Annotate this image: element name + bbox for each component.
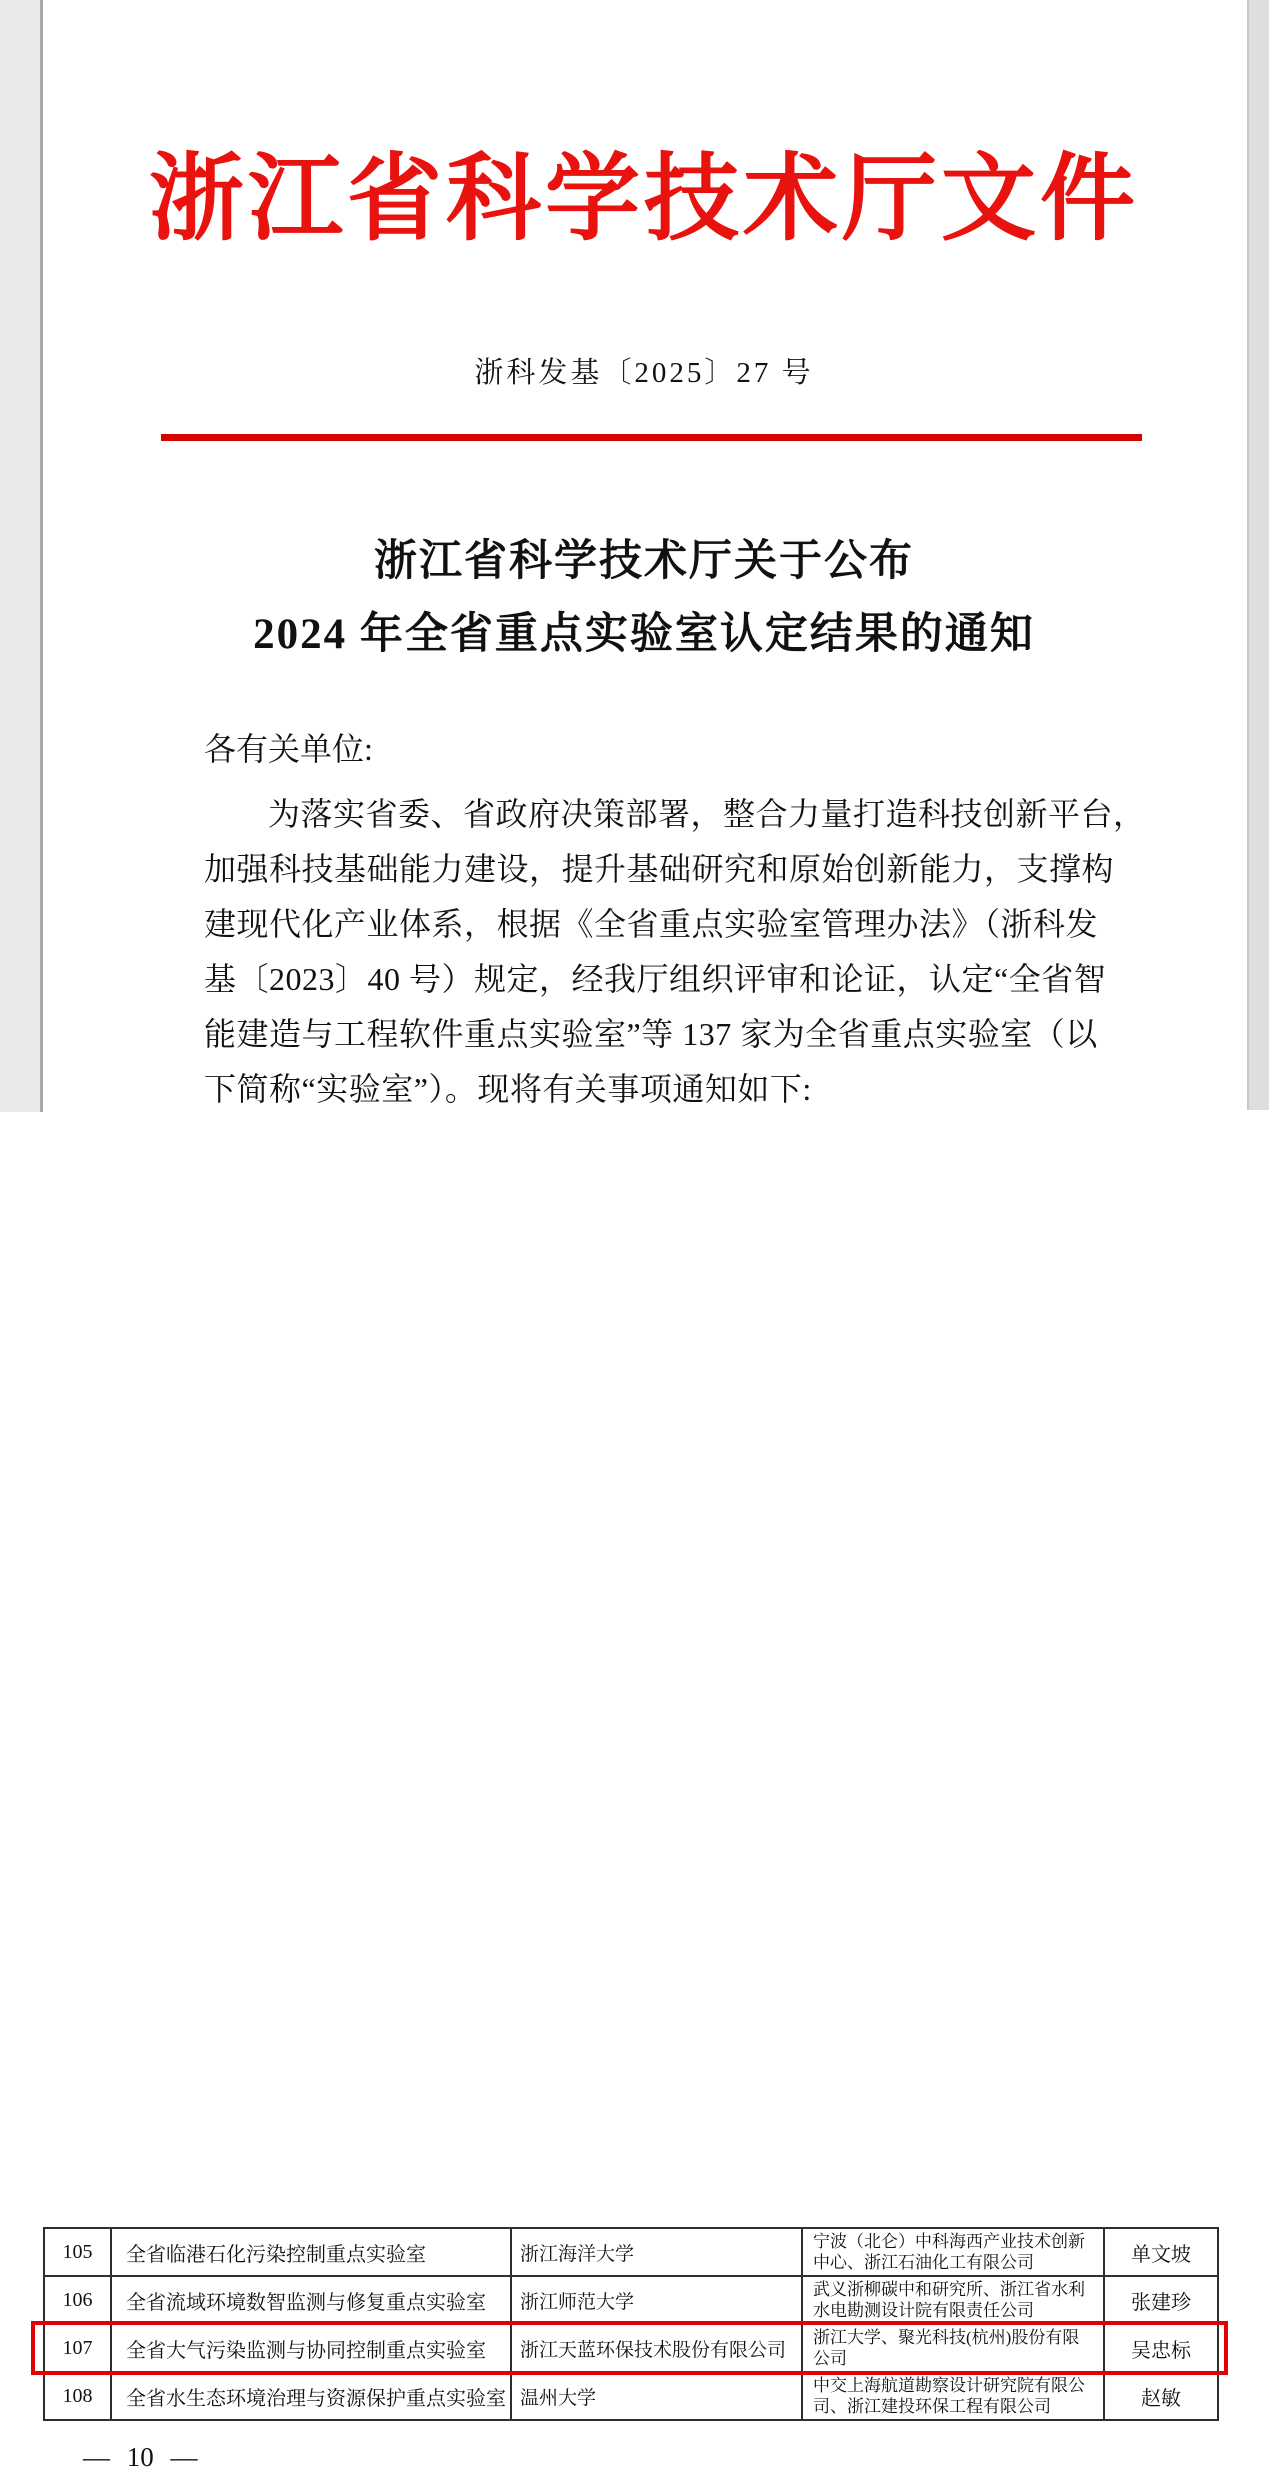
scan-background-right (1247, 0, 1269, 1110)
row-number: 105 (44, 2228, 111, 2276)
partner-units: 宁波（北仑）中科海西产业技术创新中心、浙江石油化工有限公司 (802, 2228, 1104, 2276)
notice-title-line1: 浙江省科学技术厅关于公布 (374, 538, 914, 585)
page-number: — 10 — (83, 2442, 198, 2472)
table-row (44, 2372, 1218, 2420)
table-row (44, 2276, 1218, 2324)
body-line: 下简称“实验室”）。现将有关事项通知如下: (204, 1071, 812, 1107)
notice-title-line2: 2024 年全省重点实验室认定结果的通知 (253, 611, 1035, 658)
director-name: 单文坡 (1104, 2228, 1218, 2276)
lab-name: 全省大气污染监测与协同控制重点实验室 (111, 2324, 511, 2372)
body-line: 能建造与工程软件重点实验室”等 137 家为全省重点实验室（以 (204, 1016, 1098, 1052)
body-line: 加强科技基础能力建设，提升基础研究和原始创新能力，支撑构 (204, 851, 1115, 887)
body-line: 为落实省委、省政府决策部署，整合力量打造科技创新平台， (268, 796, 1146, 832)
host-unit: 浙江海洋大学 (511, 2228, 802, 2276)
document-number: 浙科发基〔2025〕27 号 (474, 357, 814, 389)
partner-units: 浙江大学、聚光科技(杭州)股份有限公司 (802, 2324, 1104, 2372)
host-unit: 温州大学 (511, 2372, 802, 2420)
lab-name: 全省流域环境数智监测与修复重点实验室 (111, 2276, 511, 2324)
table-screenshot-fragment (0, 1112, 1269, 2472)
director-name: 赵敏 (1104, 2372, 1218, 2420)
red-divider-rule (161, 434, 1142, 441)
body-line: 建现代化产业体系，根据《全省重点实验室管理办法》（浙科发 (204, 906, 1099, 942)
partner-units: 中交上海航道勘察设计研究院有限公司、浙江建投环保工程有限公司 (802, 2372, 1104, 2420)
director-name: 吴忠标 (1104, 2324, 1218, 2372)
lab-name: 全省水生态环境治理与资源保护重点实验室 (111, 2372, 511, 2420)
document-header-title: 浙江省科学技术厅文件 (148, 146, 1139, 252)
row-number: 107 (44, 2324, 111, 2372)
partner-units: 武义浙柳碳中和研究所、浙江省水利水电勘测设计院有限责任公司 (802, 2276, 1104, 2324)
director-name: 张建珍 (1104, 2276, 1218, 2324)
body-line: 基〔2023〕40 号）规定，经我厅组织评审和论证，认定“全省智 (204, 961, 1107, 997)
salutation: 各有关单位: (204, 731, 373, 767)
host-unit: 浙江师范大学 (511, 2276, 802, 2324)
host-unit: 浙江天蓝环保技术股份有限公司 (511, 2324, 802, 2372)
row-107-highlight-box (31, 2321, 1228, 2375)
row-number: 108 (44, 2372, 111, 2420)
scan-background-left (0, 0, 43, 1112)
table-row (44, 2228, 1218, 2276)
row-number: 106 (44, 2276, 111, 2324)
lab-name: 全省临港石化污染控制重点实验室 (111, 2228, 511, 2276)
